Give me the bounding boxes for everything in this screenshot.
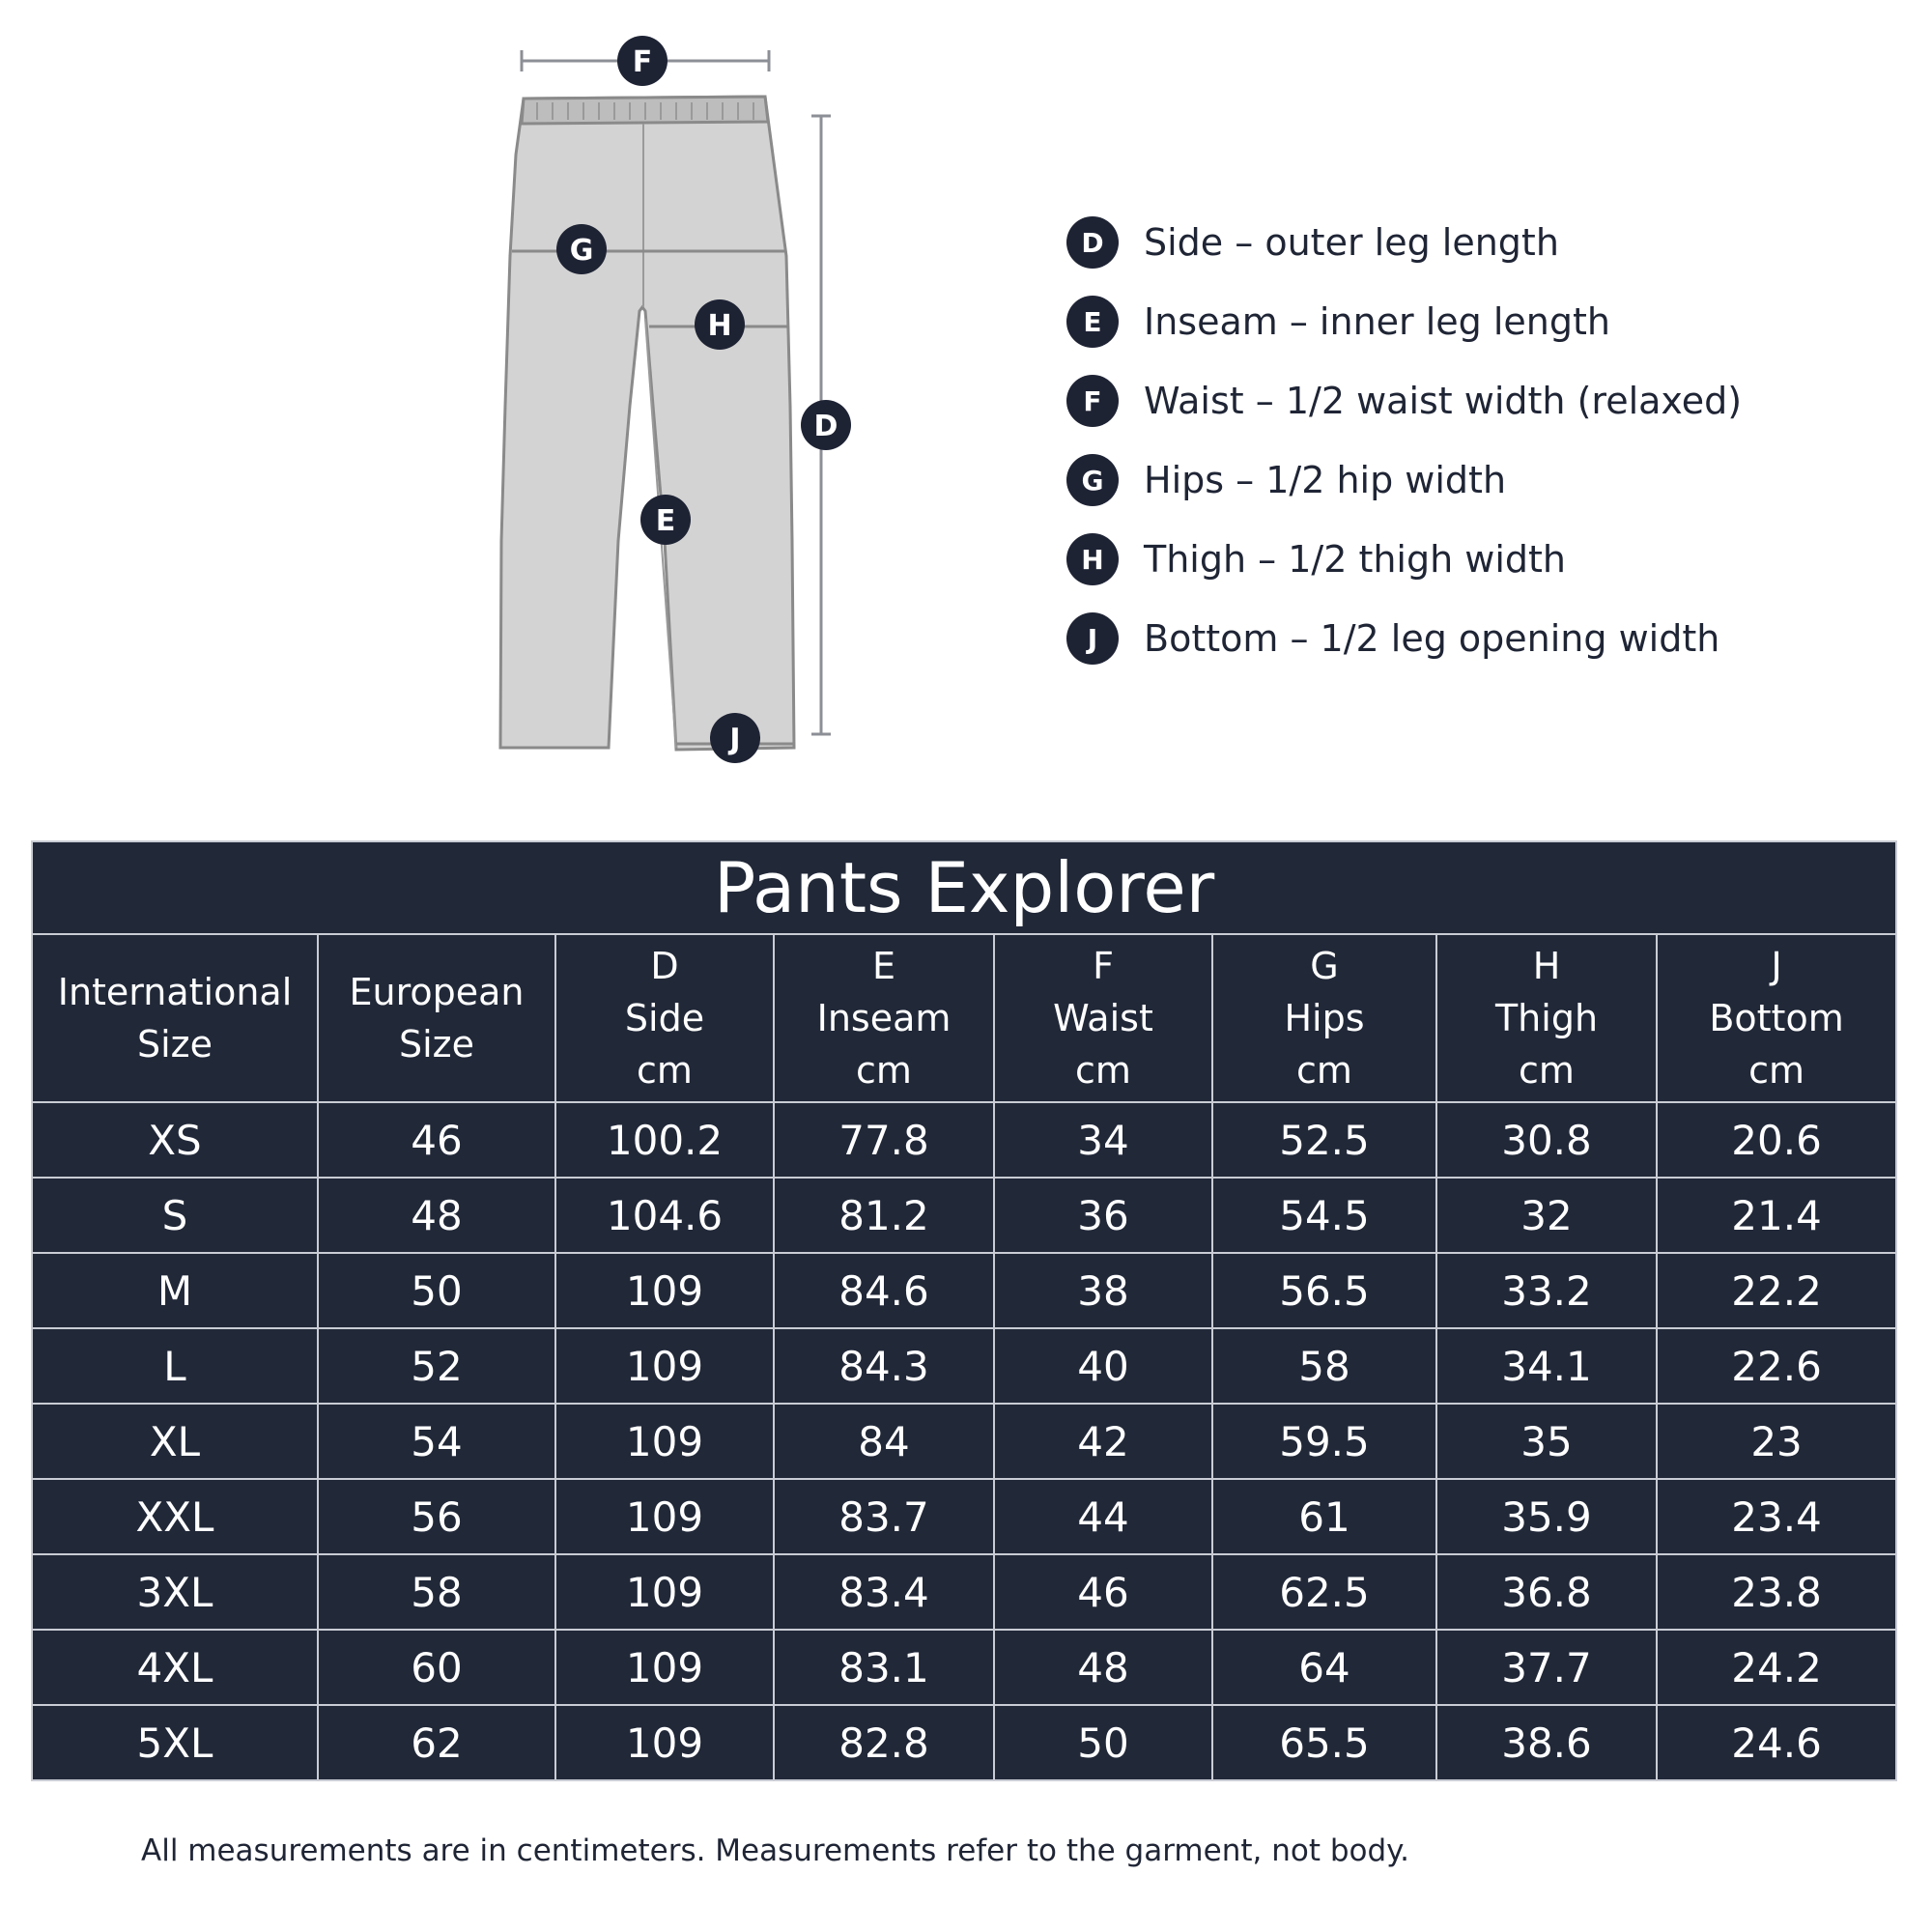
legend-item-h bbox=[1066, 520, 1897, 599]
legend-badge: F bbox=[1066, 375, 1119, 427]
callout-g bbox=[556, 224, 607, 274]
footnote: All measurements are in centimeters. Measurements refer to the garment, not body. bbox=[141, 1833, 1409, 1868]
svg-text:H: H bbox=[707, 309, 732, 343]
table-cell: 32 bbox=[1436, 1178, 1657, 1253]
table-cell: 23 bbox=[1657, 1404, 1896, 1479]
legend-badge: G bbox=[1066, 454, 1119, 506]
pants-shape bbox=[500, 97, 794, 750]
svg-text:G: G bbox=[569, 234, 594, 268]
legend-text: Inseam – inner leg length bbox=[1144, 300, 1610, 343]
header-side: D Side cm bbox=[555, 934, 774, 1102]
legend-badge: J bbox=[1066, 612, 1119, 665]
legend-badge: E bbox=[1066, 296, 1119, 348]
table-cell: 62.5 bbox=[1212, 1554, 1436, 1630]
table-cell: 109 bbox=[555, 1630, 774, 1705]
table-cell: 48 bbox=[318, 1178, 555, 1253]
table-cell: 24.6 bbox=[1657, 1705, 1896, 1780]
legend-badge: H bbox=[1066, 533, 1119, 585]
table-row bbox=[32, 1554, 1896, 1630]
table-cell: 109 bbox=[555, 1404, 774, 1479]
table-cell: 38.6 bbox=[1436, 1705, 1657, 1780]
table-cell: 54.5 bbox=[1212, 1178, 1436, 1253]
table-cell: 5XL bbox=[32, 1705, 318, 1780]
table-cell: 36 bbox=[994, 1178, 1212, 1253]
callout-h bbox=[695, 299, 745, 350]
legend-item-f bbox=[1066, 361, 1897, 440]
svg-text:E: E bbox=[655, 504, 676, 538]
svg-text:J: J bbox=[729, 723, 741, 756]
table-cell: M bbox=[32, 1253, 318, 1328]
table-cell: 83.1 bbox=[774, 1630, 994, 1705]
table-cell: 35 bbox=[1436, 1404, 1657, 1479]
legend-item-j bbox=[1066, 599, 1897, 678]
table-cell: 22.6 bbox=[1657, 1328, 1896, 1404]
table-cell: 24.2 bbox=[1657, 1630, 1896, 1705]
table-cell: 3XL bbox=[32, 1554, 318, 1630]
table-cell: 22.2 bbox=[1657, 1253, 1896, 1328]
header-waist: F Waist cm bbox=[994, 934, 1212, 1102]
legend-text: Waist – 1/2 waist width (relaxed) bbox=[1144, 380, 1743, 422]
table-cell: 84.6 bbox=[774, 1253, 994, 1328]
callout-e bbox=[640, 495, 691, 545]
header-thigh: H Thigh cm bbox=[1436, 934, 1657, 1102]
table-cell: 4XL bbox=[32, 1630, 318, 1705]
table-title: Pants Explorer bbox=[32, 841, 1896, 934]
table-cell: 46 bbox=[994, 1554, 1212, 1630]
legend-text: Bottom – 1/2 leg opening width bbox=[1144, 617, 1720, 660]
table-cell: 100.2 bbox=[555, 1102, 774, 1178]
table-cell: 61 bbox=[1212, 1479, 1436, 1554]
table-cell: 83.7 bbox=[774, 1479, 994, 1554]
table-cell: XXL bbox=[32, 1479, 318, 1554]
table-cell: 109 bbox=[555, 1705, 774, 1780]
legend-badge: D bbox=[1066, 216, 1119, 269]
legend-item-e bbox=[1066, 282, 1897, 361]
table-cell: 109 bbox=[555, 1253, 774, 1328]
svg-text:F: F bbox=[632, 45, 653, 79]
table-cell: 84 bbox=[774, 1404, 994, 1479]
table-cell: 56.5 bbox=[1212, 1253, 1436, 1328]
table-cell: XL bbox=[32, 1404, 318, 1479]
table-cell: 35.9 bbox=[1436, 1479, 1657, 1554]
table-cell: 109 bbox=[555, 1328, 774, 1404]
table-row bbox=[32, 1102, 1896, 1178]
table-cell: 59.5 bbox=[1212, 1404, 1436, 1479]
table-cell: 23.8 bbox=[1657, 1554, 1896, 1630]
table-cell: 44 bbox=[994, 1479, 1212, 1554]
table-cell: 30.8 bbox=[1436, 1102, 1657, 1178]
table-row bbox=[32, 1705, 1896, 1780]
header-international-size: International Size bbox=[32, 934, 318, 1102]
table-cell: 64 bbox=[1212, 1630, 1436, 1705]
table-cell: 56 bbox=[318, 1479, 555, 1554]
table-cell: 40 bbox=[994, 1328, 1212, 1404]
table-cell: 42 bbox=[994, 1404, 1212, 1479]
table-cell: 77.8 bbox=[774, 1102, 994, 1178]
table-cell: 109 bbox=[555, 1554, 774, 1630]
table-cell: 65.5 bbox=[1212, 1705, 1436, 1780]
table-cell: 81.2 bbox=[774, 1178, 994, 1253]
table-cell: 83.4 bbox=[774, 1554, 994, 1630]
table-cell: 20.6 bbox=[1657, 1102, 1896, 1178]
header-inseam: E Inseam cm bbox=[774, 934, 994, 1102]
table-cell: 104.6 bbox=[555, 1178, 774, 1253]
header-row bbox=[32, 934, 1896, 1102]
legend-text: Thigh – 1/2 thigh width bbox=[1144, 538, 1567, 581]
table-cell: 36.8 bbox=[1436, 1554, 1657, 1630]
table-cell: 60 bbox=[318, 1630, 555, 1705]
table-cell: 34.1 bbox=[1436, 1328, 1657, 1404]
table-cell: 37.7 bbox=[1436, 1630, 1657, 1705]
legend-item-d bbox=[1066, 203, 1897, 282]
table-cell: 82.8 bbox=[774, 1705, 994, 1780]
table-cell: L bbox=[32, 1328, 318, 1404]
header-european-size: European Size bbox=[318, 934, 555, 1102]
callout-f bbox=[617, 36, 668, 86]
legend-item-g bbox=[1066, 440, 1897, 520]
table-cell: 38 bbox=[994, 1253, 1212, 1328]
table-row bbox=[32, 1479, 1896, 1554]
table-cell: 52 bbox=[318, 1328, 555, 1404]
size-chart bbox=[31, 840, 1895, 1781]
table-row bbox=[32, 1253, 1896, 1328]
table-row bbox=[32, 1328, 1896, 1404]
table-cell: S bbox=[32, 1178, 318, 1253]
table-cell: 48 bbox=[994, 1630, 1212, 1705]
table-row bbox=[32, 1404, 1896, 1479]
table-cell: 58 bbox=[318, 1554, 555, 1630]
table-cell: XS bbox=[32, 1102, 318, 1178]
measurement-legend bbox=[1066, 203, 1897, 678]
table-cell: 52.5 bbox=[1212, 1102, 1436, 1178]
legend-text: Hips – 1/2 hip width bbox=[1144, 459, 1507, 501]
table-row bbox=[32, 1630, 1896, 1705]
callout-j bbox=[710, 713, 760, 763]
size-table bbox=[31, 840, 1897, 1781]
legend-text: Side – outer leg length bbox=[1144, 221, 1559, 264]
svg-text:D: D bbox=[813, 410, 838, 443]
table-cell: 54 bbox=[318, 1404, 555, 1479]
table-cell: 46 bbox=[318, 1102, 555, 1178]
table-cell: 50 bbox=[994, 1705, 1212, 1780]
table-cell: 21.4 bbox=[1657, 1178, 1896, 1253]
callout-d bbox=[801, 400, 851, 450]
table-cell: 84.3 bbox=[774, 1328, 994, 1404]
table-row bbox=[32, 1178, 1896, 1253]
table-cell: 34 bbox=[994, 1102, 1212, 1178]
table-cell: 50 bbox=[318, 1253, 555, 1328]
table-cell: 109 bbox=[555, 1479, 774, 1554]
table-cell: 58 bbox=[1212, 1328, 1436, 1404]
table-cell: 33.2 bbox=[1436, 1253, 1657, 1328]
table-cell: 23.4 bbox=[1657, 1479, 1896, 1554]
header-hips: G Hips cm bbox=[1212, 934, 1436, 1102]
header-bottom: J Bottom cm bbox=[1657, 934, 1896, 1102]
table-cell: 62 bbox=[318, 1705, 555, 1780]
